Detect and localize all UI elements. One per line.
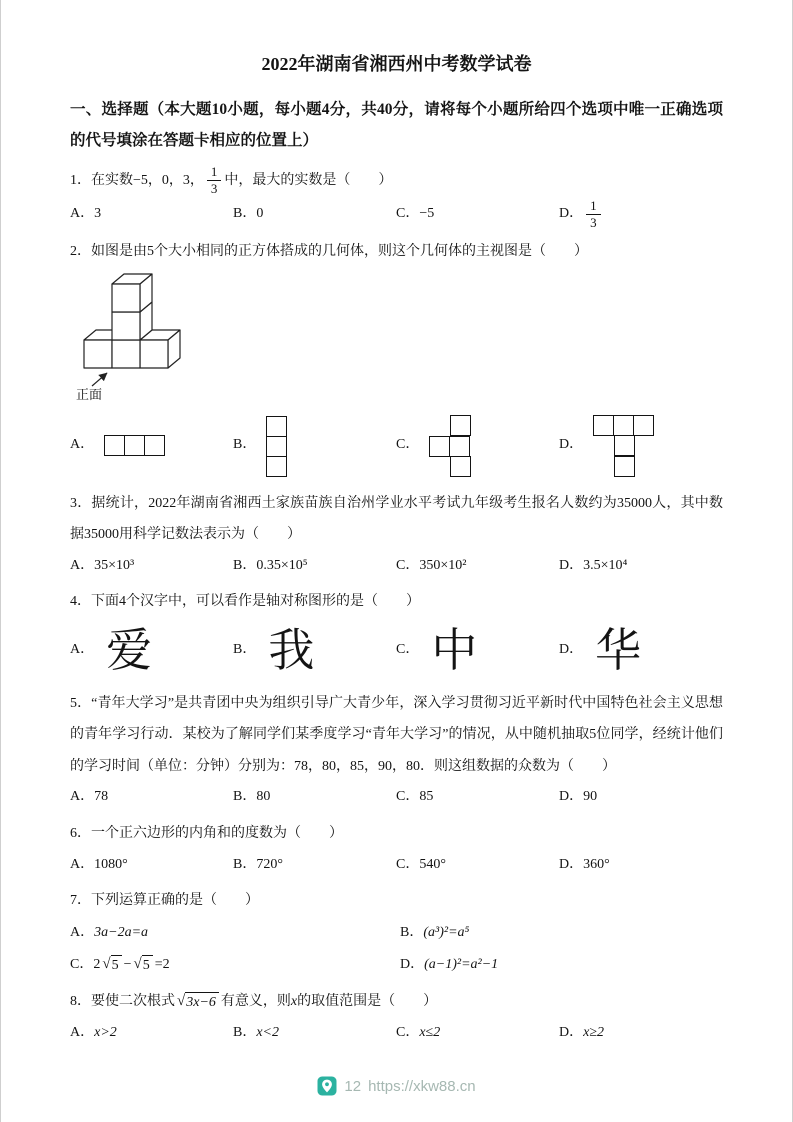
- grid-cell-filled: [124, 435, 145, 456]
- question-2-options: [70, 409, 723, 483]
- grid-cell-empty: [593, 435, 614, 456]
- q3-option-c: C．350×10²: [396, 557, 467, 573]
- footer-page-number: 12: [344, 1077, 362, 1095]
- q7-option-c: [70, 949, 400, 981]
- q7-option-a-expression: 3a−2a=a: [94, 924, 149, 940]
- q1-option-a: A．3: [70, 205, 102, 221]
- q4-option-d-character: 华: [595, 624, 642, 676]
- sqrt-sign: √: [177, 993, 186, 1010]
- grid-cell-filled: [266, 456, 287, 477]
- q4-option-b-character: 我: [268, 624, 315, 676]
- q7-option-c-label: C．: [70, 957, 94, 973]
- q1-option-d-label: D．: [559, 205, 584, 221]
- location-pin-icon: [317, 1076, 337, 1096]
- q4-option-c: [396, 624, 559, 676]
- q6-option-a: A．1080°: [70, 856, 128, 872]
- q7-option-b-label: B．: [400, 924, 424, 940]
- q4-option-b-label: B．: [233, 642, 257, 658]
- q8-option-a-label: A．: [70, 1024, 95, 1040]
- sqrt-sign: √: [133, 956, 142, 973]
- q8-option-c: [396, 1018, 559, 1049]
- grid-cell-filled: [450, 415, 471, 436]
- front-direction-arrow: [92, 373, 107, 386]
- q6-option-c: C．540°: [396, 856, 446, 872]
- q8-option-d-expression: x≥2: [583, 1024, 605, 1040]
- q8-option-d-label: D．: [559, 1024, 584, 1040]
- q1-stem-pre: 1．在实数−5，0，3，: [70, 172, 204, 188]
- q8-option-c-expression: x≤2: [419, 1024, 441, 1040]
- question-3-stem: 3．据统计，2022年湖南省湘西土家族苗族自治州学业水平考试九年级考生报名人数约为35000人，其中数据35000用科学记数法表示为（ ）: [70, 495, 723, 542]
- q7-option-c-result: =2: [154, 957, 170, 973]
- q1-option-d-fraction: $\frac{1}{3}$: [586, 198, 601, 232]
- q5-option-c: C．85: [396, 789, 434, 805]
- q5-option-d: D．90: [559, 789, 598, 805]
- q2-option-b-figure: [266, 416, 286, 476]
- question-3-options: [70, 551, 723, 582]
- q7-option-b: [400, 917, 730, 949]
- q8-option-b-label: B．: [233, 1024, 257, 1040]
- q7-option-c-coefficient: 2: [93, 957, 101, 973]
- q2-option-d-figure: [593, 415, 655, 477]
- grid-cell-filled: [614, 456, 635, 477]
- q1-option-b: B．0: [233, 205, 264, 221]
- grid-cell-empty: [634, 435, 655, 456]
- question-2-stem: 2．如图是由5个大小相同的正方体搭成的几何体，则这个几何体的主视图是（ ）: [70, 244, 588, 259]
- q8-variable-x: x: [290, 994, 298, 1010]
- grid-cell-filled: [613, 415, 634, 436]
- grid-cell-filled: [614, 435, 635, 456]
- q4-option-a-character: 爱: [106, 624, 153, 676]
- grid-cell-empty: [429, 456, 450, 477]
- q4-option-b: [233, 624, 396, 676]
- q4-option-c-character: 中: [431, 624, 478, 676]
- q4-option-a-label: A．: [70, 642, 95, 658]
- q2-option-b: [233, 416, 396, 476]
- question-1-options: [70, 198, 723, 232]
- q2-option-a-figure: [104, 435, 164, 455]
- question-7-options-row-2: [70, 949, 723, 981]
- radical-sqrt-5: √ 5: [133, 955, 152, 975]
- question-4-stem: 4．下面4个汉字中，可以看作是轴对称图形的是（ ）: [70, 594, 420, 610]
- question-7: [70, 885, 723, 981]
- q3-option-b: B．0.35×10⁵: [233, 557, 308, 573]
- footer: [1, 1076, 792, 1096]
- sqrt-sign: √: [102, 956, 111, 973]
- q2-option-b-label: B．: [233, 437, 257, 453]
- q8-option-b: [233, 1018, 396, 1049]
- q7-option-a: [70, 917, 400, 949]
- q4-option-a: [70, 624, 233, 676]
- q8-option-d: [559, 1018, 723, 1049]
- grid-cell-filled: [266, 416, 287, 437]
- q6-option-d: D．360°: [559, 856, 610, 872]
- q8-option-c-label: C．: [396, 1024, 420, 1040]
- question-2: [70, 236, 723, 483]
- q2-option-d-label: D．: [559, 437, 584, 453]
- q4-option-d-label: D．: [559, 642, 584, 658]
- q1-option-d: [559, 198, 723, 232]
- section-heading: 一、选择题（本大题10小题，每小题4分，共40分，请将每个小题所给四个选项中唯一正确选项的代号填涂在答题卡相应的位置上）: [70, 101, 723, 149]
- question-5-stem: 5．“青年大学习”是共青团中央为组织引导广大青少年，深入学习贯彻习近平新时代中国特色社会主义思想的青年学习行动．某校为了解同学们某季度学习“青年大学习”的情况，从中随机抽取5位同学，经统计他们的学习时间（单位：分钟）分别为：78，80，85，90，80．则这组数据的众数为（ ）: [70, 695, 723, 774]
- question-7-stem: 7．下列运算正确的是（ ）: [70, 893, 259, 909]
- footer-url[interactable]: https://xkw88.cn: [368, 1077, 476, 1095]
- q1-option-c: C．−5: [396, 205, 435, 221]
- question-1: [70, 164, 723, 231]
- grid-cell-filled: [266, 436, 287, 457]
- radical-3x-minus-6: √ 3x−6: [177, 992, 219, 1012]
- cube-stack-figure: [74, 270, 206, 402]
- page-title: 2022年湖南省湘西州中考数学试卷: [261, 54, 532, 74]
- q4-option-d: [559, 624, 723, 676]
- grid-cell-empty: [429, 415, 450, 436]
- q8-option-a-expression: x>2: [94, 1024, 117, 1040]
- question-6-stem: 6．一个正六边形的内角和的度数为（ ）: [70, 826, 343, 842]
- q2-option-c-label: C．: [396, 437, 420, 453]
- question-4-options: [70, 620, 723, 682]
- question-8-options: [70, 1018, 723, 1049]
- q4-option-c-label: C．: [396, 642, 420, 658]
- q5-option-b: B．80: [233, 789, 271, 805]
- q5-option-a: A．78: [70, 789, 109, 805]
- grid-cell-filled: [429, 436, 450, 457]
- q1-fraction-one-third: $\frac{1}{3}$: [207, 164, 222, 198]
- q2-option-a-label: A．: [70, 437, 95, 453]
- radical-sqrt-5: √ 5: [102, 955, 121, 975]
- question-7-options-row-1: [70, 917, 723, 949]
- q7-option-b-expression: (a³)²=a⁵: [423, 924, 470, 940]
- question-6: [70, 818, 723, 880]
- q6-option-b: B．720°: [233, 856, 283, 872]
- question-4: [70, 586, 723, 682]
- grid-cell-filled: [450, 456, 471, 477]
- q7-option-a-label: A．: [70, 924, 95, 940]
- q1-stem-post: 中，最大的实数是（ ）: [224, 172, 393, 188]
- grid-cell-filled: [104, 435, 125, 456]
- q7-option-d-expression: (a−1)²=a²−1: [424, 957, 499, 973]
- q2-option-d: [559, 415, 723, 477]
- grid-cell-filled: [449, 436, 470, 457]
- q8-stem-post: 的取值范围是（ ）: [297, 994, 438, 1010]
- question-1-stem: [70, 164, 723, 198]
- grid-cell-empty: [634, 456, 655, 477]
- question-8: [70, 986, 723, 1048]
- grid-cell-filled: [633, 415, 654, 436]
- q8-option-a: [70, 1018, 233, 1049]
- q2-option-c-figure: [429, 415, 470, 477]
- q2-option-a: [70, 430, 233, 461]
- question-5: [70, 688, 723, 813]
- q8-stem-pre: 8．要使二次根式: [70, 994, 175, 1010]
- q3-option-d: D．3.5×10⁴: [559, 557, 628, 573]
- question-2-figure: [74, 270, 723, 407]
- q8-stem-mid: 有意义，则: [220, 994, 291, 1010]
- q7-option-c-minus: −: [123, 957, 132, 973]
- grid-cell-filled: [593, 415, 614, 436]
- question-8-stem: [70, 986, 723, 1018]
- q7-option-d-label: D．: [400, 957, 425, 973]
- question-6-options: [70, 850, 723, 881]
- grid-cell-empty: [593, 456, 614, 477]
- q7-option-d: [400, 949, 730, 981]
- question-5-options: [70, 782, 723, 813]
- grid-cell-filled: [144, 435, 165, 456]
- q2-option-c: [396, 415, 559, 477]
- q8-option-b-expression: x<2: [256, 1024, 280, 1040]
- front-view-label: 正面: [76, 386, 103, 402]
- q3-option-a: A．35×10³: [70, 557, 135, 573]
- question-3: [70, 488, 723, 582]
